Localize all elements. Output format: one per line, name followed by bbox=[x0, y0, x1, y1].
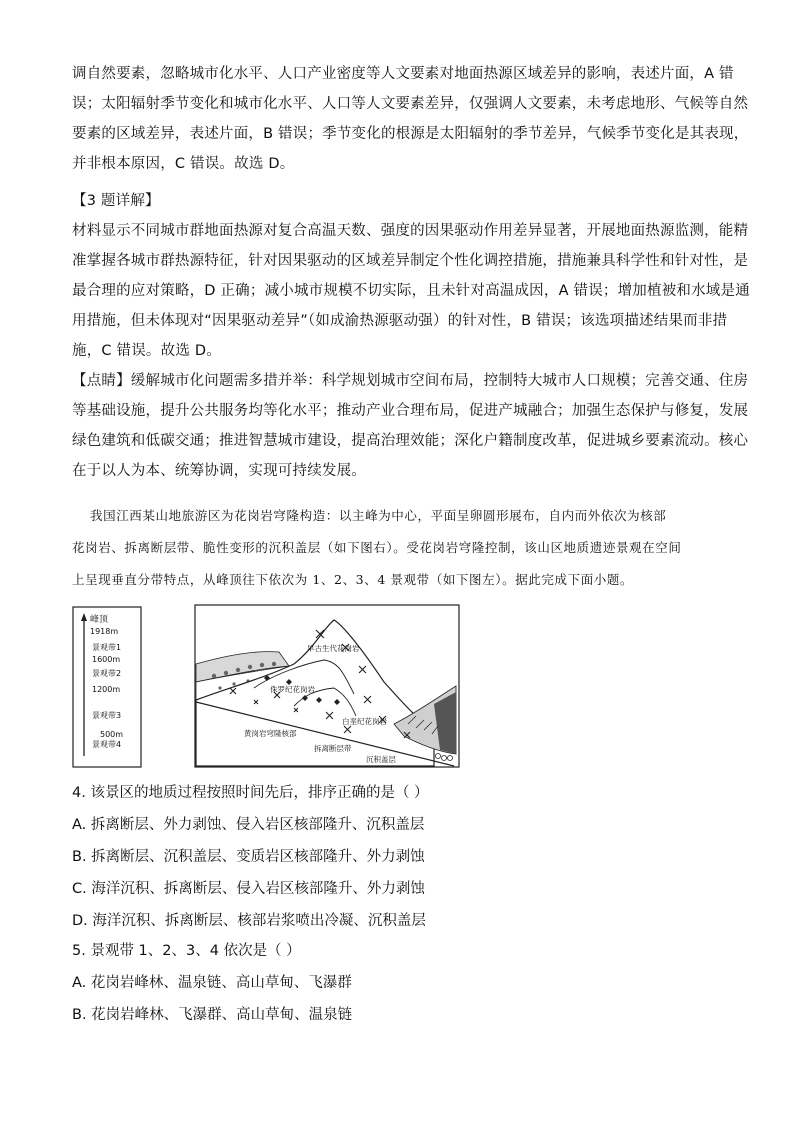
belt-label: 景观带1 bbox=[92, 643, 122, 652]
peak-label: 峰顶 bbox=[90, 615, 109, 625]
text-line: 花岗岩、拆离断层带、脆性变形的沉积盖层（如下图右）。受花岗岩穹隆控制，该山区地质遗迹景观在空间 bbox=[72, 540, 682, 555]
text-line: 调自然要素，忽略城市化水平、人口产业密度等人文要素对地面热源区域差异的影响，表述片面，A 错 bbox=[72, 66, 734, 82]
question-stem: 4. 该景区的地质过程按照时间先后，排序正确的是（ ） bbox=[72, 785, 429, 801]
text-line: 并非根本原因，C 错误。故选 D。 bbox=[72, 156, 295, 172]
landscape-belt-diagram bbox=[72, 606, 142, 768]
option-c: C. 海洋沉积、拆离断层、侵入岩区核部隆升、外力剥蚀 bbox=[72, 881, 425, 897]
option-a: A. 拆离断层、外力剥蚀、侵入岩区核部隆升、沉积盖层 bbox=[72, 817, 425, 833]
explanation-paragraph-3 bbox=[72, 216, 750, 366]
text-line: 我国江西某山地旅游区为花岗岩穹隆构造：以主峰为中心，平面呈卵圆形展布，自内而外依次为核部 bbox=[90, 508, 667, 523]
sedimentary-cover-label: 沉积盖层 bbox=[366, 755, 396, 764]
belt-label: 景观带3 bbox=[92, 711, 122, 720]
elevation-label: 500m bbox=[100, 730, 124, 739]
material-paragraph bbox=[72, 500, 720, 596]
option-b: B. 拆离断层、沉积盖层、变质岩区核部隆升、外力剥蚀 bbox=[72, 849, 425, 865]
question-4 bbox=[72, 778, 429, 936]
detachment-zone-label: 拆离断层带 bbox=[314, 744, 352, 753]
belt-label: 景观带4 bbox=[92, 740, 122, 749]
belt-label: 景观带2 bbox=[92, 669, 122, 678]
text-line: 材料显示不同城市群地面热源对复合高温天数、强度的因果驱动作用差异显著，开展地面热源监测，能精 bbox=[72, 223, 749, 239]
elevation-label: 1200m bbox=[92, 685, 121, 694]
tip-paragraph bbox=[72, 366, 749, 486]
text-line: 在于以人为本、统筹协调，实现可持续发展。 bbox=[72, 463, 366, 479]
text-line: 【点睛】缓解城市化问题需多措并举：科学规划城市空间布局，控制特大城市人口规模；完善交通、住房 bbox=[72, 373, 749, 389]
explanation-paragraph-2 bbox=[72, 59, 749, 179]
question-stem: 5. 景观带 1、2、3、4 依次是（ ） bbox=[72, 943, 301, 959]
elevation-label: 1918m bbox=[90, 627, 119, 636]
jurassic-granite-label: 侏罗纪花岗岩 bbox=[270, 685, 315, 694]
text-line: 误；太阳辐射季节变化和城市化水平、人口等人文要素差异，仅强调人文要素，未考虑地形、气候等自然 bbox=[72, 96, 749, 112]
text-line: 绿色建筑和低碳交通；推进智慧城市建设，提高治理效能；深化户籍制度改革，促进城乡要素流动。核心 bbox=[72, 433, 749, 449]
elevation-label: 1600m bbox=[92, 655, 121, 664]
option-b: B. 花岗岩峰林、飞瀑群、高山草甸、温泉链 bbox=[72, 1007, 353, 1023]
option-a: A. 花岗岩峰林、温泉链、高山草甸、飞瀑群 bbox=[72, 975, 352, 991]
text-line: 用措施，但未体现对“因果驱动差异”（如成渝热源驱动强）的针对性，B 错误；该选项描述结果而非措 bbox=[72, 313, 728, 329]
text-line: 上呈现垂直分带特点，从峰顶往下依次为 1、2、3、4 景观带（如下图左）。据此完成下面小题。 bbox=[72, 572, 634, 587]
early-granite-label: 早古生代花岗岩 bbox=[307, 644, 360, 653]
dome-core-label: 黄岗岩穹隆核部 bbox=[244, 729, 297, 738]
option-d: D. 海洋沉积、拆离断层、核部岩浆喷出冷凝、沉积盖层 bbox=[72, 913, 426, 929]
cretaceous-granite-label: 白垩纪花岗岩 bbox=[342, 717, 387, 726]
text-line: 要素的区域差异，表述片面，B 错误；季节变化的根源是太阳辐射的季节差异，气候季节变化是其表现， bbox=[72, 126, 749, 142]
granite-dome-cross-section bbox=[194, 604, 460, 768]
text-line: 等基础设施，提升公共服务均等化水平；推动产业合理布局，促进产城融合；加强生态保护与修复，发展 bbox=[72, 403, 749, 419]
question-3-heading: 【3 题详解】 bbox=[72, 193, 160, 209]
text-line: 准掌握各城市群热源特征，针对因果驱动的区域差异制定个性化调控措施，措施兼具科学性和针对性，是 bbox=[72, 253, 749, 269]
question-5 bbox=[72, 936, 352, 1030]
text-line: 最合理的应对策略，D 正确；减小城市规模不切实际，且未针对高温成因，A 错误；增加植被和水域是通 bbox=[72, 283, 750, 299]
text-line: 施，C 错误。故选 D。 bbox=[72, 343, 221, 359]
